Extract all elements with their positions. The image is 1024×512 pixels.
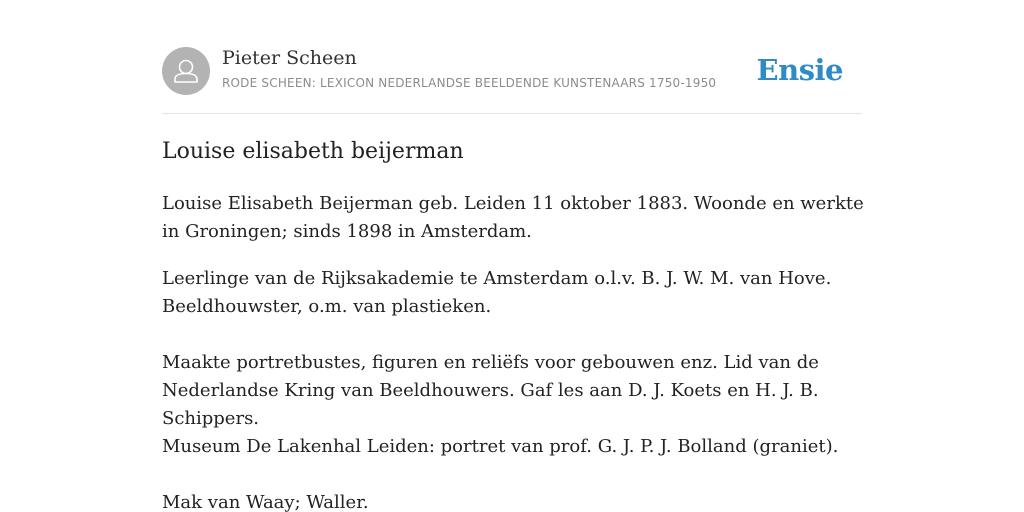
user-silhouette-icon: [162, 47, 210, 95]
article-paragraph: Leerlinge van de Rijksakademie te Amsterdam o.l.v. B. J. W. M. van Hove. Beeldhouwster, o.m. van plastieken.: [162, 268, 832, 317]
article-header: [162, 46, 862, 96]
article-paragraph: Louise Elisabeth Beijerman geb. Leiden 11 oktober 1883. Woonde en werkte in Groningen; sinds 1898 in Amsterdam.: [162, 193, 864, 242]
article-paragraph: Museum De Lakenhal Leiden: portret van prof. G. J. P. J. Bolland (graniet).: [162, 436, 839, 457]
article-title: Louise elisabeth beijerman: [162, 139, 464, 164]
ensie-logo[interactable]: Ensie: [756, 53, 843, 87]
author-name[interactable]: Pieter Scheen: [222, 47, 357, 69]
author-avatar[interactable]: [162, 47, 210, 95]
source-title[interactable]: RODE SCHEEN: LEXICON NEDERLANDSE BEELDENDE KUNSTENAARS 1750-1950: [222, 76, 717, 90]
header-divider: [162, 113, 862, 114]
article-paragraph: Maakte portretbustes, figuren en reliëfs voor gebouwen enz. Lid van de Nederlandse Kring van Beeldhouwers. Gaf les aan D. J. Koets en H. J. B. Schippers.: [162, 352, 819, 429]
article-paragraph: Mak van Waay; Waller.: [162, 492, 369, 512]
